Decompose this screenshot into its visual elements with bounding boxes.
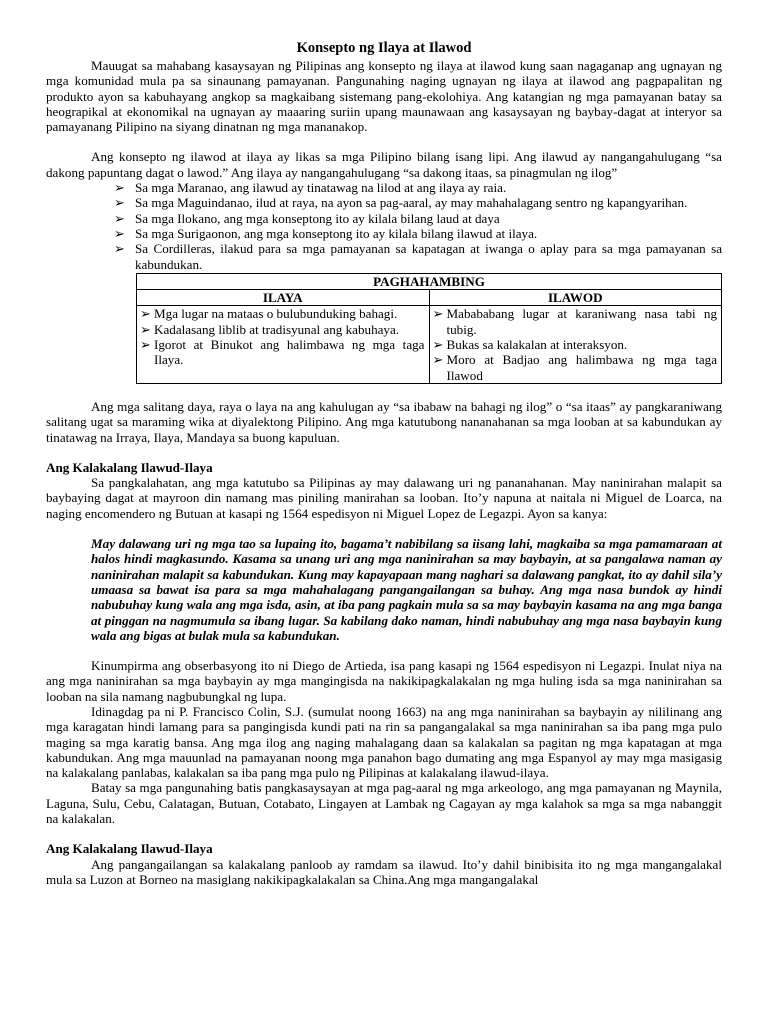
arrow-bullet-icon: ➢ [432, 337, 444, 353]
list-item-text: Mabababang lugar at karaniwang nasa tabi ng tubig. [446, 306, 717, 337]
list-item [114, 241, 722, 272]
arrow-bullet-icon: ➢ [114, 225, 125, 241]
block-quote: May dalawang uri ng mga tao sa lupaing ito, bagama’t nabibilang sa iisang lahi, magkaiba sa mga pamamaraan at halos hindi magkasundo. Kasama sa unang uri ang mga naninirahan sa may baybayin, at sa pangalawa naman ay naninirahan malapit sa kabundukan. Kung may kapayapaan mang naghari sa dalawang pangkat, ito ay dahil sila’y umaasa sa bawat isa para sa mga mahahalagang pangangailangan sa buhay. Ang mga nasa bundok ay hindi nabubuhay kung wala ang mga isda, asin, at iba pang pagkain mula sa sa may baybayin kasama na ang mga banga at pinggan na nagmumula sa ibang lugar. Sa kabilang dako naman, hindi nabubuhay ang mga nasa baybayin kung wala ang bigas at bulak mula sa kabundukan. [91, 536, 722, 643]
artieda-paragraph: Kinumpirma ang obserbasyong ito ni Diego de Artieda, isa pang kasapi ng 1564 espedisyon ni Legazpi. Inulat niya na ang mga naninirahan sa mga baybayin ay mga mangingisda na nakikipagkalakalan ng mga huling isda sa mga naninirahan sa looban na sila namang nagbubungkal ng lupa. [46, 658, 722, 704]
comparison-table [136, 273, 722, 384]
list-item-text: Sa mga Maguindanao, ilud at raya, na ayon sa pag-aaral, ay may mahahalagang sentro ng kapangyarihan. [135, 195, 688, 211]
paragraph-spacer [46, 445, 722, 460]
list-item-text: Igorot at Binukot ang halimbawa ng mga taga Ilaya. [154, 337, 425, 368]
list-item-text: Sa Cordilleras, ilakud para sa mga pamayanan sa kapatagan at iwanga o aplay para sa mga pamayanan sa kabundukan. [135, 241, 722, 272]
list-item-text: Moro at Badjao ang halimbawa ng mga taga Ilawod [446, 352, 717, 383]
list-item [114, 211, 722, 226]
list-item [434, 306, 718, 337]
arrow-bullet-icon: ➢ [114, 180, 125, 196]
list-item [114, 180, 722, 195]
arrow-bullet-icon: ➢ [140, 306, 151, 322]
list-item [141, 306, 425, 321]
final-paragraph: Ang pangangailangan sa kalakalang panloob ay ramdam sa ilawud. Ito’y dahil binibisita ito ng mga mangangalakal mula sa Luzon at Borneo na masiglang nakikipagkalakalan sa China.Ang mga mangangalakal [46, 856, 722, 887]
arrow-bullet-icon: ➢ [114, 195, 125, 211]
arrow-bullet-icon: ➢ [140, 321, 151, 337]
list-item [141, 337, 425, 368]
list-item-text: Kadalasang liblib at tradisyunal ang kabuhaya. [154, 321, 400, 337]
paragraph-spacer [46, 521, 722, 536]
loarca-paragraph: Sa pangkalahatan, ang mga katutubo sa Pilipinas ay may dalawang uri ng pananahanan. May naninirahan malapit sa baybaying dagat at mayroon din namang mas piniling manirahan sa looban. Ito’y napuna at naitala ni Miguel de Loarca, na naging encomendero ng Butuan at kasapi ng 1564 espedisyon ni Miguel Lopez de Legazpi. Ayon sa kanya: [46, 475, 722, 521]
sources-paragraph: Batay sa mga pangunahing batis pangkasaysayan at mga pag-aaral ng mga arkeologo, ang mga pamayanan ng Maynila, Laguna, Sulu, Cebu, Calatagan, Butuan, Cotabato, Lingayen at Lambak ng Cagayan ay mga kalahok sa mga sa mga nabanggit na kalakalan. [46, 780, 722, 827]
section-heading: Ang Kalakalang Ilawud-Ilaya [46, 841, 213, 857]
column-header-ilawod: ILAWOD [429, 290, 722, 306]
concept-paragraph: Ang konsepto ng ilawod at ilaya ay likas sa mga Pilipino bilang isang lipi. Ang ilawud ay nangangahulugang “sa dakong papuntang dagat o lawod.” Ang ilaya ay nangangahulugang “sa dakong itaas, sa pinagmulan ng ilog” [46, 149, 722, 180]
daya-paragraph: Ang mga salitang daya, raya o laya na ang kahulugan ay “sa ibabaw na bahagi ng ilog” o “sa itaas” ay pangkaraniwang salitang ugat sa maraming wika at diyalektong Pilipino. Ang mga katutubong nananahanan sa mga looban at sa kabundukan ay tinatawag na Irraya, Ilaya, Mandaya sa buong kapuluan. [46, 398, 722, 445]
list-item [114, 226, 722, 241]
paragraph-spacer [46, 134, 722, 149]
paragraph-spacer [46, 384, 722, 399]
intro-paragraph: Mauugat sa mahabang kasaysayan ng Pilipinas ang konsepto ng ilaya at ilawod kung saan nagaganap ang ugnayan ng mga komunidad mula pa sa sinaunang pamayanan. Pangunahing naging ugnayan ng ilaya at ilawod ang pagpapalitan ng produkto ayon sa kabuhayang angkop sa magkaibang sistemang pang-ekolohiya. Ang katangian ng mga pamayanan batay sa heograpikal at ekonomikal na ugnayan ay maaaring suriin upang maunawaan ang kasaysayan ng baybay-dagat at interyor sa pamayanang Pilipino na siyang dinatnan ng mga mananakop. [46, 58, 722, 135]
list-item-text: Bukas sa kalakalan at interaksyon. [446, 337, 628, 353]
arrow-bullet-icon: ➢ [140, 337, 151, 353]
arrow-bullet-icon: ➢ [432, 352, 444, 368]
column-header-ilaya: ILAYA [137, 290, 430, 306]
list-item [434, 337, 718, 352]
list-item-text: Sa mga Ilokano, ang mga konseptong ito ay kilala bilang laud at daya [135, 210, 500, 226]
colin-paragraph: Idinagdag pa ni P. Francisco Colin, S.J. (sumulat noong 1663) na ang mga naninirahan sa baybayin ay nililinang ang mga karagatan hindi lamang para sa pangingisda kundi pati na rin sa pangangalakal sa mga naninirahan sa iba pang mga pulo maging sa mga karatig bansa. Ang mga ilog ang naging mahalagang daan sa kalakalan sa pagitan ng mga kapatagan at mga kabundukan. Ang mga mauunlad na pamayanan noong mga panahon bago dumating ang mga Espanyol ay may mga masigasig na kalakalang panlabas, kalakalan sa iba pang mga pulo ng Pilipinas at kalakalang ilawud-ilaya. [46, 703, 722, 781]
table-title: PAGHAHAMBING [137, 273, 722, 289]
ethnic-terms-list [46, 180, 722, 272]
document-title: Konsepto ng Ilaya at Ilawod [296, 40, 472, 56]
list-item-text: Sa mga Surigaonon, ang mga konseptong ito ay kilala bilang ilawud at ilaya. [135, 225, 538, 241]
arrow-bullet-icon: ➢ [114, 241, 125, 257]
paragraph-spacer [46, 826, 722, 841]
table-cell-ilawod [429, 306, 722, 383]
arrow-bullet-icon: ➢ [114, 210, 125, 226]
list-item-text: Sa mga Maranao, ang ilawud ay tinatawag na lilod at ang ilaya ay raia. [135, 180, 507, 196]
table-cell-ilaya [137, 306, 430, 383]
list-item [114, 195, 722, 210]
section-heading: Ang Kalakalang Ilawud-Ilaya [46, 459, 213, 475]
list-item-text: Mga lugar na mataas o bulubunduking bahagi. [154, 306, 398, 322]
arrow-bullet-icon: ➢ [432, 306, 444, 322]
paragraph-spacer [46, 643, 722, 658]
list-item [141, 322, 425, 337]
list-item [434, 352, 718, 383]
